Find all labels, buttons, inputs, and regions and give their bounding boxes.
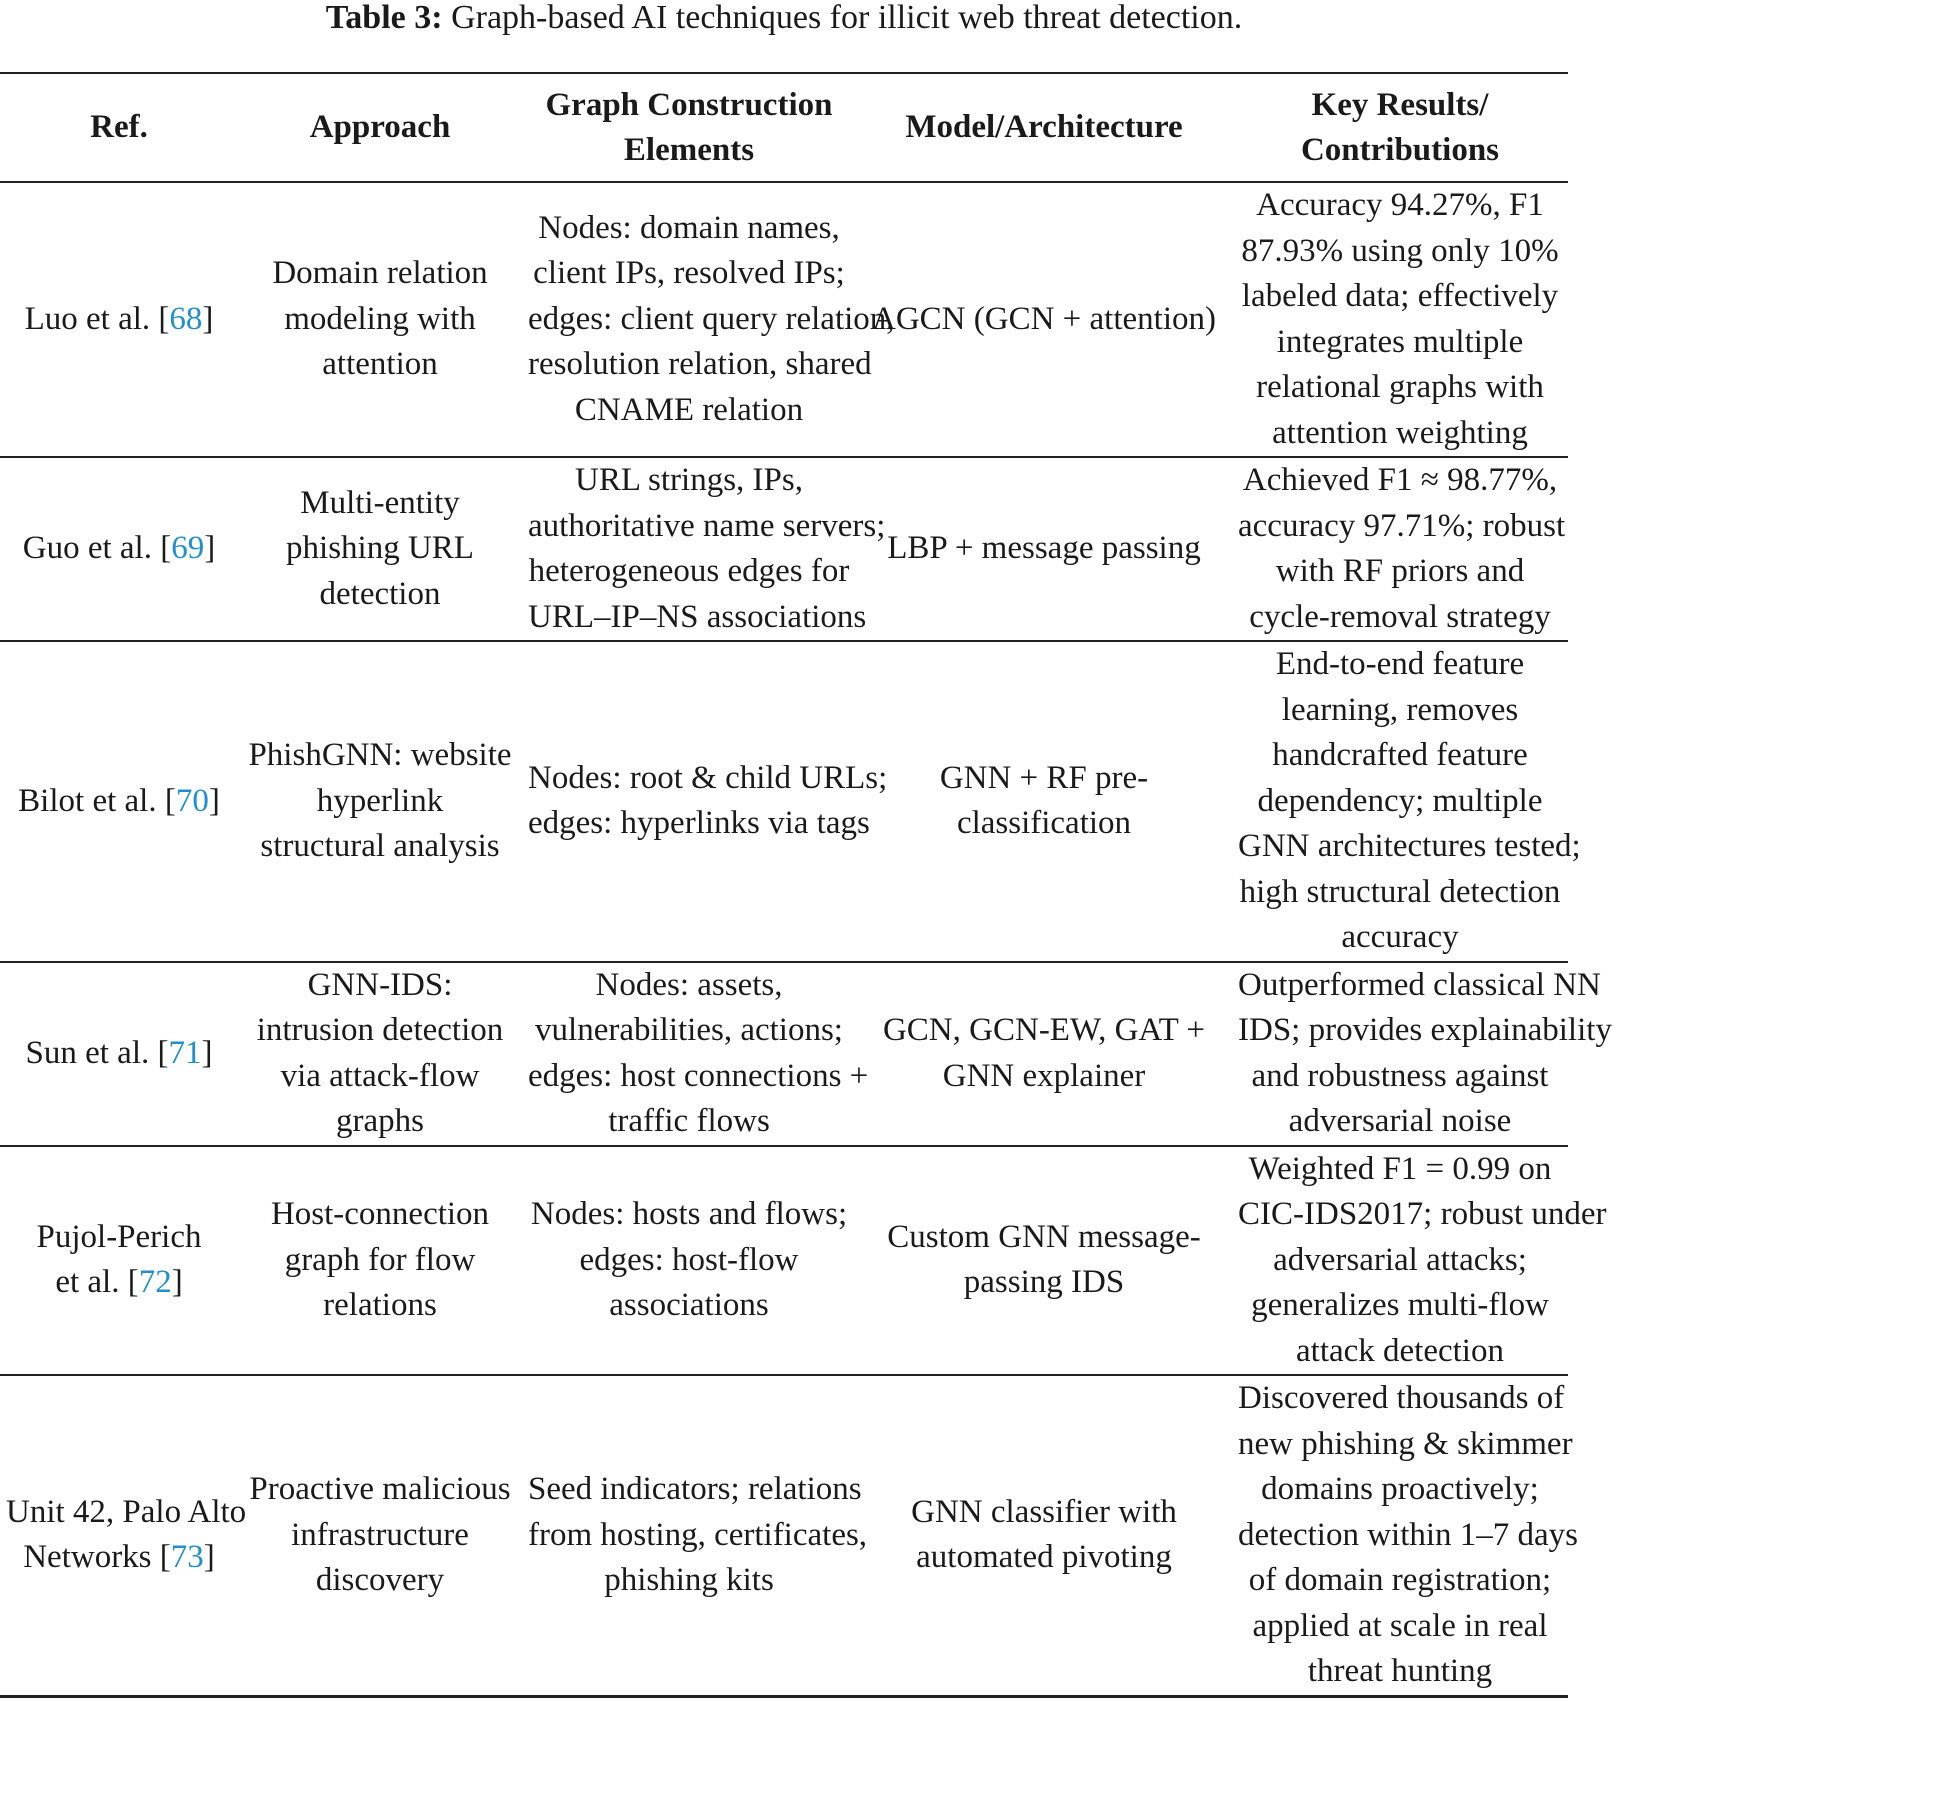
cell-model: GNN classifier with automated pivoting <box>856 1375 1232 1696</box>
cell-model: GNN + RF pre- classification <box>856 641 1232 962</box>
table-row <box>0 962 1568 1146</box>
citation-link[interactable]: 71 <box>168 1034 202 1071</box>
cell-results: Outperformed classical NN IDS; provides explainability and robustness against adversarial noise <box>1232 962 1568 1146</box>
caption-text: Graph-based AI techniques for illicit web threat detection. <box>451 0 1243 36</box>
table-row <box>0 1375 1568 1696</box>
cell-approach: Multi-entity phishing URL detection <box>238 457 522 641</box>
cell-ref: Pujol-Perich et al. [72] <box>0 1146 238 1376</box>
cell-results: Achieved F1 ≈ 98.77%, accuracy 97.71%; robust with RF priors and cycle-removal strategy <box>1232 457 1568 641</box>
cell-graph: Nodes: assets, vulnerabilities, actions; edges: host connections + traffic flows <box>522 962 856 1146</box>
citation-link[interactable]: 69 <box>171 530 205 567</box>
cell-graph: Nodes: root & child URLs; edges: hyperlinks via tags <box>522 641 856 962</box>
cell-ref: Guo et al. [69] <box>0 457 238 641</box>
cell-model: AGCN (GCN + attention) <box>856 182 1232 457</box>
table-row <box>0 182 1568 457</box>
techniques-table <box>0 72 1612 1698</box>
table-row <box>0 641 1568 962</box>
cell-graph: Nodes: hosts and flows; edges: host-flow associations <box>522 1146 856 1376</box>
cell-ref: Bilot et al. [70] <box>0 641 238 962</box>
table-row <box>0 1146 1568 1376</box>
cell-results: Accuracy 94.27%, F1 87.93% using only 10% labeled data; effectively integrates multiple relational graphs with attention weighting <box>1232 182 1568 457</box>
table-row <box>0 457 1568 641</box>
cell-ref: Unit 42, Palo Alto Networks [73] <box>0 1375 238 1696</box>
cell-graph: Seed indicators; relations from hosting, certificates, phishing kits <box>522 1375 856 1696</box>
cell-graph: Nodes: domain names, client IPs, resolved IPs; edges: client query relation, resolution relation, shared CNAME relation <box>522 182 856 457</box>
header-key-results: Key Results/ Contributions <box>1232 73 1568 182</box>
cell-approach: Domain relation modeling with attention <box>238 182 522 457</box>
cell-results: End-to-end feature learning, removes handcrafted feature dependency; multiple GNN architectures tested; high structural detection accuracy <box>1232 641 1568 962</box>
header-ref: Ref. <box>0 73 238 182</box>
cell-ref: Sun et al. [71] <box>0 962 238 1146</box>
cell-approach: GNN-IDS: intrusion detection via attack-flow graphs <box>238 962 522 1146</box>
citation-link[interactable]: 68 <box>169 300 203 337</box>
cell-model: GCN, GCN-EW, GAT + GNN explainer <box>856 962 1232 1146</box>
header-graph-construction: Graph Construction Elements <box>522 73 856 182</box>
cell-approach: PhishGNN: website hyperlink structural analysis <box>238 641 522 962</box>
cell-approach: Proactive malicious infrastructure discovery <box>238 1375 522 1696</box>
citation-link[interactable]: 73 <box>170 1539 204 1576</box>
header-approach: Approach <box>238 73 522 182</box>
citation-link[interactable]: 72 <box>138 1264 172 1301</box>
citation-link[interactable]: 70 <box>175 782 209 819</box>
header-row <box>0 73 1568 182</box>
cell-approach: Host-connection graph for flow relations <box>238 1146 522 1376</box>
header-model: Model/Architecture <box>856 73 1232 182</box>
cell-results: Discovered thousands of new phishing & skimmer domains proactively; detection within 1–7 days of domain registration; applied at scale in real threat hunting <box>1232 1375 1568 1696</box>
table-caption <box>0 0 1568 60</box>
cell-graph: URL strings, IPs, authoritative name servers; heterogeneous edges for URL–IP–NS associations <box>522 457 856 641</box>
cell-model: LBP + message passing <box>856 457 1232 641</box>
cell-ref: Luo et al. [68] <box>0 182 238 457</box>
cell-results: Weighted F1 = 0.99 on CIC-IDS2017; robust under adversarial attacks; generalizes multi-flow attack detection <box>1232 1146 1568 1376</box>
cell-model: Custom GNN message- passing IDS <box>856 1146 1232 1376</box>
caption-label: Table 3: <box>325 0 443 36</box>
